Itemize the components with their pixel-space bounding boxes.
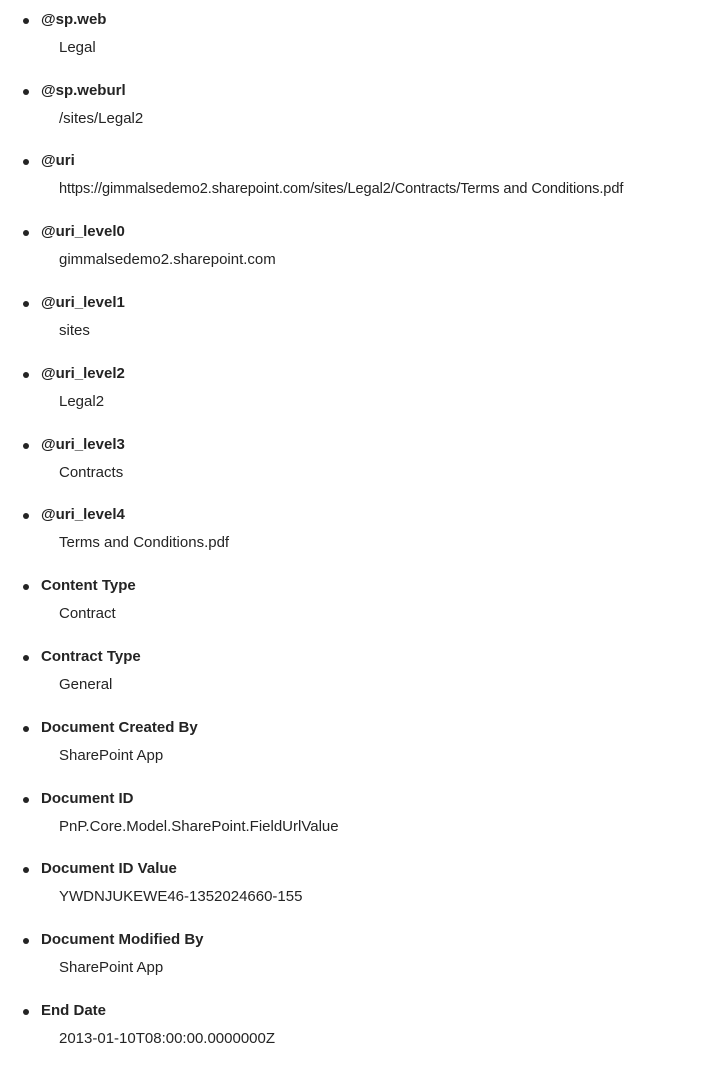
list-item [0, 779, 705, 839]
bullet [23, 867, 29, 873]
property-name: Contract Type [41, 648, 141, 665]
property-name: Content Type [41, 577, 136, 594]
bullet [23, 159, 29, 165]
property-value: General [59, 676, 113, 693]
list-item [0, 425, 705, 485]
property-name: @uri [41, 152, 75, 169]
bullet [23, 372, 29, 378]
bullet [23, 797, 29, 803]
list-item [0, 849, 705, 909]
property-value: SharePoint App [59, 959, 164, 976]
bullet [23, 301, 29, 307]
bullet [23, 584, 29, 590]
property-value: Contract [59, 605, 116, 622]
property-name: Document ID Value [41, 860, 177, 877]
bullet [23, 938, 29, 944]
list-item [0, 212, 705, 272]
property-name: @uri_level4 [41, 506, 125, 523]
list-item [0, 141, 705, 201]
property-value: sites [59, 322, 90, 339]
property-value: Legal [59, 39, 96, 56]
list-item [0, 637, 705, 697]
bullet [23, 1009, 29, 1015]
property-value: 2013-01-10T08:00:00.0000000Z [59, 1030, 276, 1047]
property-value: Legal2 [59, 393, 105, 410]
property-name: @uri_level3 [41, 436, 125, 453]
bullet [23, 655, 29, 661]
property-name: @uri_level2 [41, 365, 125, 382]
list-item [0, 283, 705, 343]
bullet [23, 443, 29, 449]
bullet [23, 513, 29, 519]
property-value: PnP.Core.Model.SharePoint.FieldUrlValue [59, 818, 339, 835]
property-name: Document Created By [41, 719, 198, 736]
property-value: SharePoint App [59, 747, 164, 764]
list-item [0, 566, 705, 626]
property-name: Document ID [41, 790, 134, 807]
property-name: @sp.weburl [41, 82, 126, 99]
property-value: /sites/Legal2 [59, 110, 144, 127]
list-item [0, 495, 705, 555]
list-item [0, 991, 705, 1051]
list-item [0, 354, 705, 414]
property-value: https://gimmalsedemo2.sharepoint.com/sites/Legal2/Contracts/Terms and Conditions.pdf [59, 181, 624, 197]
property-value: gimmalsedemo2.sharepoint.com [59, 251, 276, 268]
property-value: Contracts [59, 464, 124, 481]
property-name: @uri_level0 [41, 223, 125, 240]
property-name: Document Modified By [41, 931, 204, 948]
bullet [23, 230, 29, 236]
bullet [23, 726, 29, 732]
list-item [0, 708, 705, 768]
property-name: End Date [41, 1002, 107, 1019]
property-name: @sp.web [41, 11, 107, 28]
list-item [0, 71, 705, 131]
property-name: @uri_level1 [41, 294, 125, 311]
list-item [0, 920, 705, 980]
bullet [23, 89, 29, 95]
property-value: Terms and Conditions.pdf [59, 534, 230, 551]
bullet [23, 18, 29, 24]
list-item [0, 0, 705, 60]
property-value: YWDNJUKEWE46-1352024660-155 [59, 888, 303, 905]
